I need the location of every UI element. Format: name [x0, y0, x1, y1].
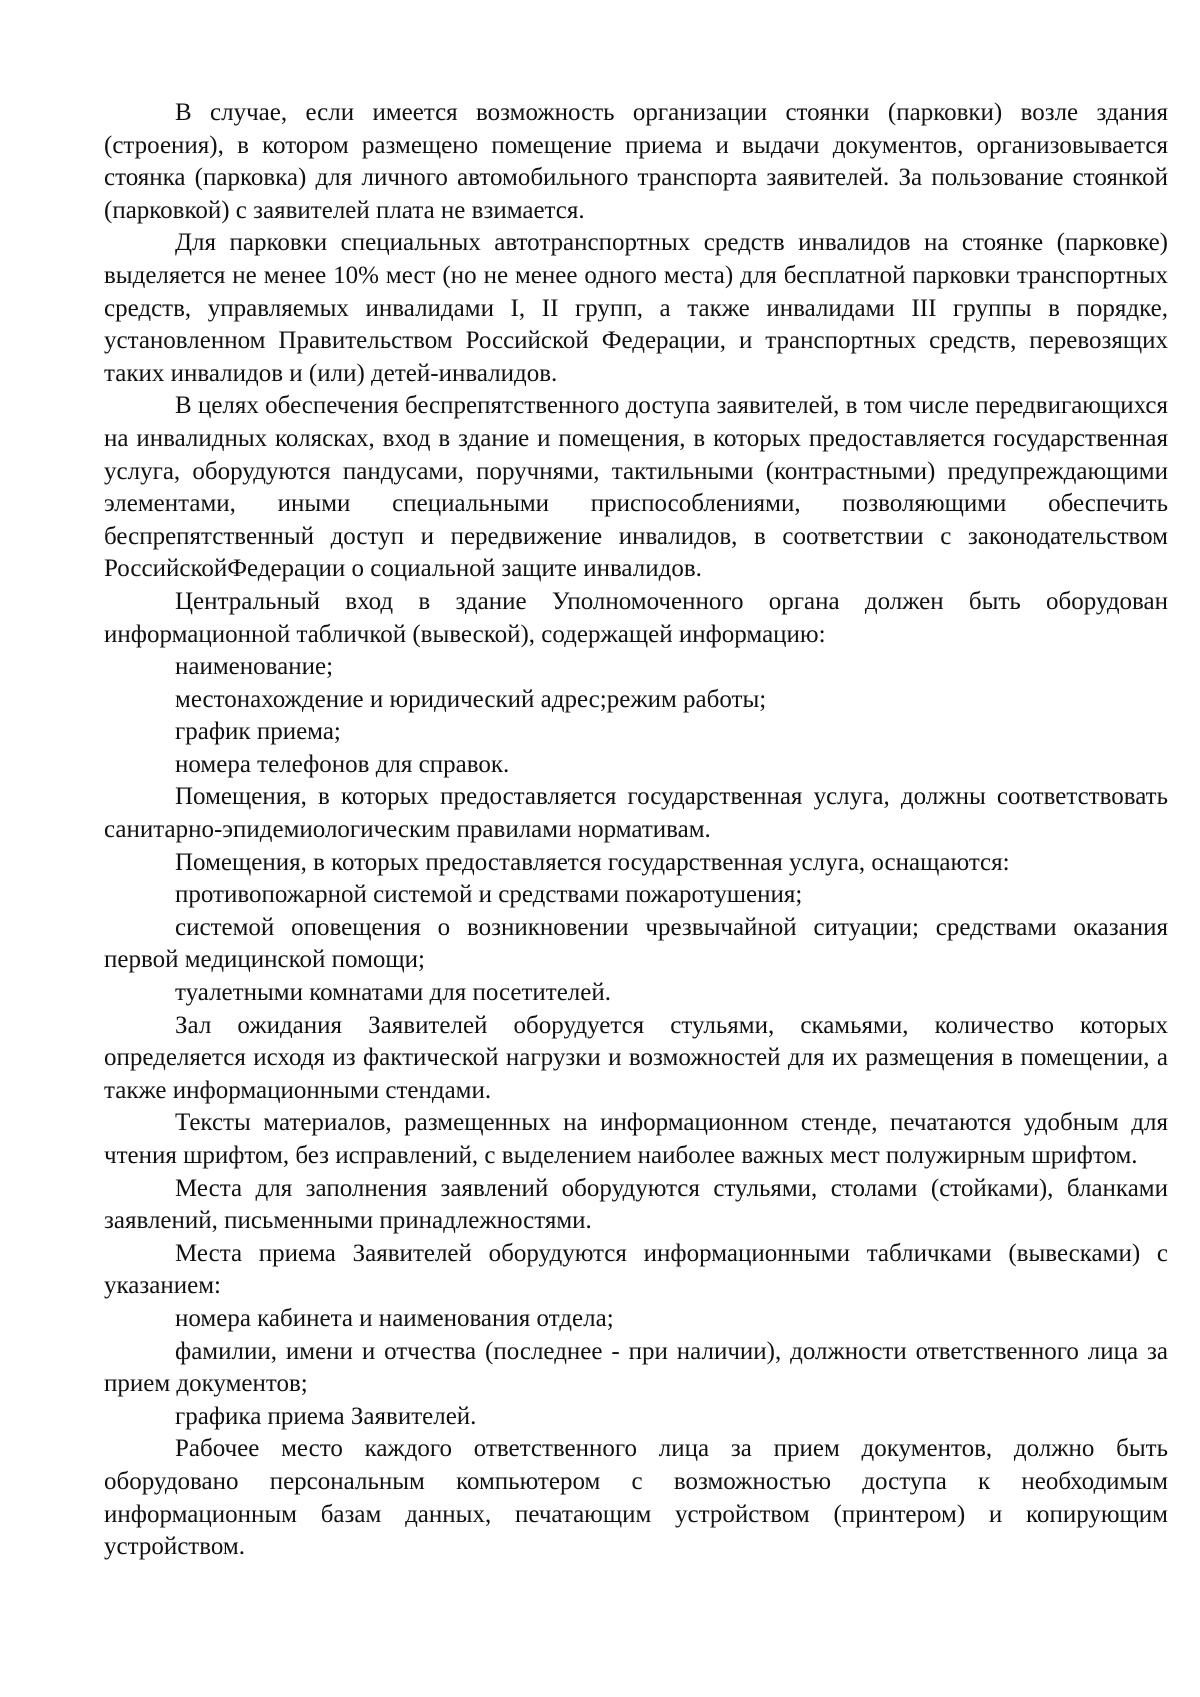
paragraph-application-area: Места для заполнения заявлений оборудуются стульями, столами (стойками), бланками заявлений, письменными принадлежностями. — [104, 1174, 1168, 1235]
paragraph-workplace: Рабочее место каждого ответственного лица за прием документов, должно быть оборудовано персональным компьютером с возможностью доступа к необходимым информационным базам данных, печатающим устройством (принтером) и копирующим устройством. — [104, 1435, 1168, 1561]
list-item-schedule: график приема; — [175, 718, 341, 746]
list-item-fire-safety: противопожарной системой и средствами пожаротушения; — [175, 881, 803, 909]
paragraph-info-stand: Тексты материалов, размещенных на информационном стенде, печатаются удобным для чтения шрифтом, без исправлений, с выделением наиболее важных мест полужирным шрифтом. — [104, 1109, 1168, 1169]
list-item-phones: номера телефонов для справок. — [175, 750, 510, 778]
paragraph-entrance-sign: Центральный вход в здание Уполномоченного органа должен быть оборудован информационной табличкой (вывеской), содержащей информацию: — [104, 587, 1168, 648]
list-item-toilets: туалетными комнатами для посетителей. — [175, 979, 611, 1007]
list-item-reception-schedule: графика приема Заявителей. — [175, 1402, 477, 1430]
paragraph-equipment: Помещения, в которых предоставляется государственная услуга, оснащаются: — [175, 848, 1010, 876]
paragraph-sanitary: Помещения, в которых предоставляется государственная услуга, должны соответствовать санитарно-эпидемиологическим правилами нормативам. — [104, 783, 1168, 844]
paragraph-waiting-room: Зал ожидания Заявителей оборудуется стульями, скамьями, количество которых определяется исходя из фактической нагрузки и возможностей для их размещения в помещении, а также информационными стендами. — [104, 1011, 1168, 1104]
document-body — [104, 97, 1168, 1564]
list-item-name: наименование; — [175, 653, 334, 681]
paragraph-disabled-parking: Для парковки специальных автотранспортных средств инвалидов на стоянке (парковке) выделяется не менее 10% мест (но не менее одного места) для бесплатной парковки транспортных средств, управляемых инвалидами I, II групп, а также инвалидами III группы в порядке, установленном Правительством Российской Федерации, и транспортных средств, перевозящих таких инвалидов и (или) детей-инвалидов. — [104, 229, 1168, 387]
list-item-responsible: фамилии, имени и отчества (последнее - при наличии), должности ответственного лица за прием документов; — [104, 1337, 1168, 1398]
list-item-emergency: системой оповещения о возникновении чрезвычайной ситуации; средствами оказания первой медицинской помощи; — [104, 913, 1168, 974]
list-item-address: местонахождение и юридический адрес;режим работы; — [175, 685, 767, 713]
paragraph-accessibility: В целях обеспечения беспрепятственного доступа заявителей, в том числе передвигающихся на инвалидных колясках, вход в здание и помещения, в которых предоставляется государственная услуга, оборудуются пандусами, поручнями, тактильными (контрастными) предупреждающими элементами, иными специальными приспособлениями, позволяющими обеспечить беспрепятственный доступ и передвижение инвалидов, в соответствии с законодательством РоссийскойФедерации о социальной защите инвалидов. — [104, 392, 1168, 583]
paragraph-parking: В случае, если имеется возможность организации стоянки (парковки) возле здания (строения), в котором размещено помещение приема и выдачи документов, организовывается стоянка (парковка) для личного автомобильного транспорта заявителей. За пользование стоянкой (парковкой) с заявителей плата не взимается. — [104, 99, 1168, 224]
paragraph-reception-signs: Места приема Заявителей оборудуются информационными табличками (вывесками) с указанием: — [104, 1239, 1168, 1300]
list-item-cabinet: номера кабинета и наименования отдела; — [175, 1304, 614, 1332]
